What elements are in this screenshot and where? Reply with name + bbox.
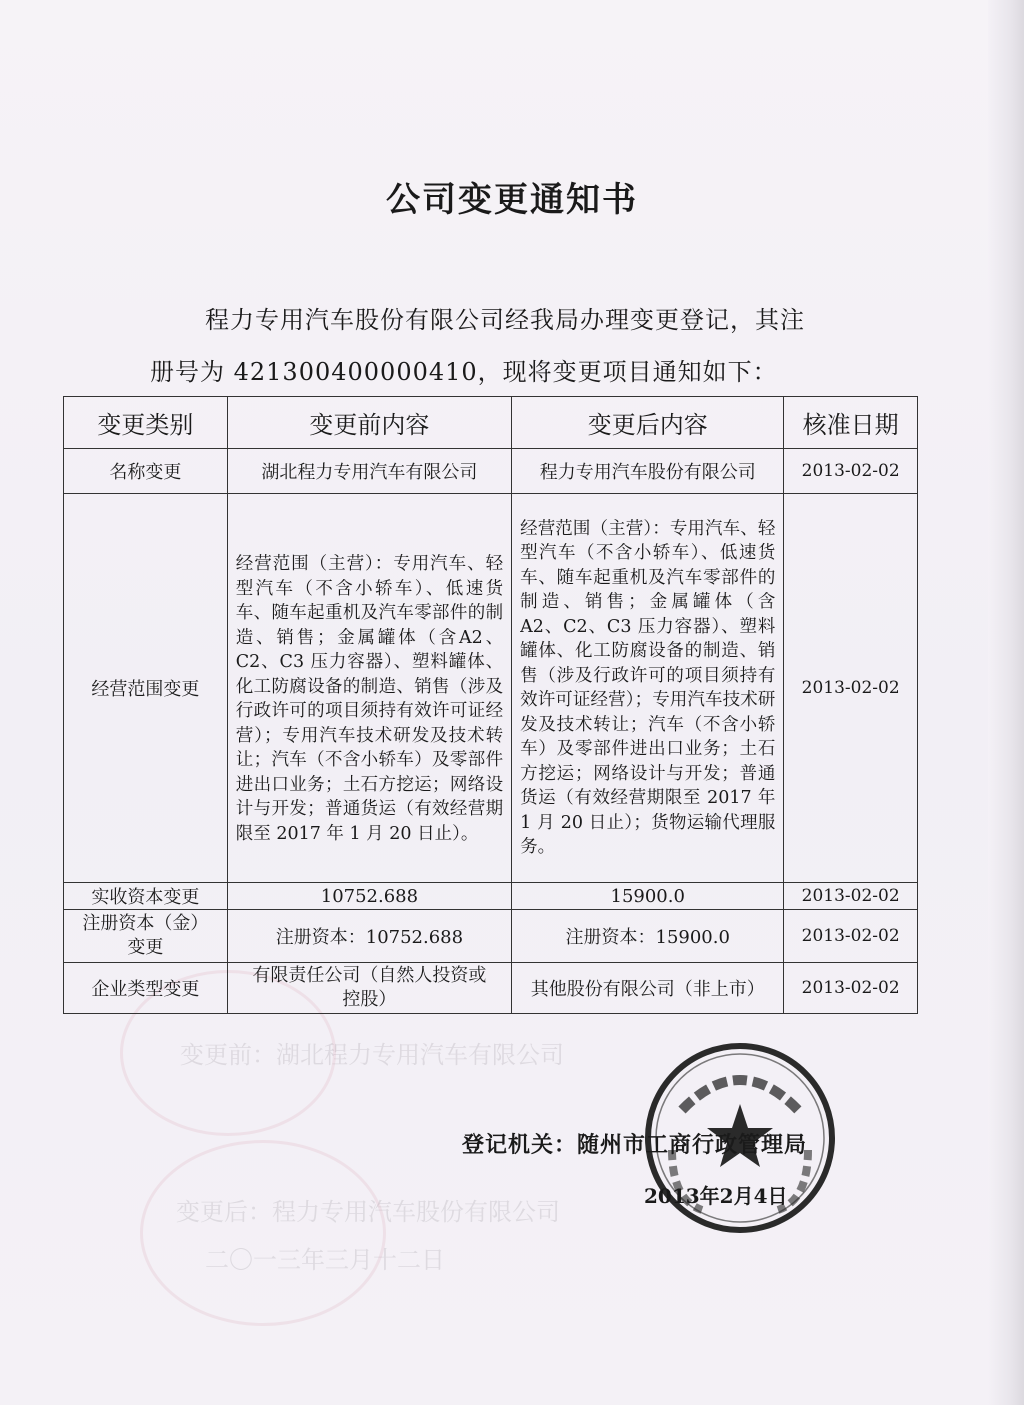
row-category xyxy=(64,910,228,963)
header-before: 变更前内容 xyxy=(227,397,511,449)
row-category-line: 注册资本（金） xyxy=(82,913,209,934)
row-category: 经营范围变更 xyxy=(64,494,228,883)
row-before: 10752.688 xyxy=(227,883,511,910)
intro-line-2: 册号为 421300400000410，现将变更项目通知如下： xyxy=(150,358,778,386)
intro-line-1: 程力专用汽车股份有限公司经我局办理变更登记，其注 xyxy=(205,306,805,334)
change-table xyxy=(63,396,918,1014)
faint-stamp-mark xyxy=(140,1140,386,1326)
row-category: 名称变更 xyxy=(64,449,228,494)
header-category: 变更类别 xyxy=(64,397,228,449)
row-after: 其他股份有限公司（非上市） xyxy=(512,963,784,1014)
row-category-line: 变更 xyxy=(127,937,164,958)
row-date: 2013-02-02 xyxy=(784,449,918,494)
row-date: 2013-02-02 xyxy=(784,963,918,1014)
header-date: 核准日期 xyxy=(784,397,918,449)
table-row xyxy=(64,963,918,1014)
row-before xyxy=(227,963,511,1014)
row-category: 实收资本变更 xyxy=(64,883,228,910)
row-before: 经营范围（主营）：专用汽车、轻型汽车（不含小轿车）、低速货车、随车起重机及汽车零部件的制造、销售；金属罐体（含A2、C2、C3 压力容器）、塑料罐体、化工防腐设备的制造、销售（涉及行政许可的项目须持有效许可证经营）；专用汽车技术研发及技术转让；汽车（不含小轿车）及零部件进出口业务；土石方挖运；网络设计与开发；普通货运（有效经营期限至 2017 年 1 月 20 日止）。 xyxy=(227,494,511,883)
table-row xyxy=(64,449,918,494)
document-title: 公司变更通知书 xyxy=(386,180,638,220)
row-before: 湖北程力专用汽车有限公司 xyxy=(227,449,511,494)
row-date: 2013-02-02 xyxy=(784,910,918,963)
table-row xyxy=(64,883,918,910)
row-after: 程力专用汽车股份有限公司 xyxy=(512,449,784,494)
bleed-through-text: 变更后：程力专用汽车股份有限公司 xyxy=(176,1198,560,1226)
bleed-through-text: 变更前：湖北程力专用汽车有限公司 xyxy=(180,1041,564,1069)
registration-authority: 登记机关：随州市工商行政管理局 xyxy=(462,1132,808,1158)
row-before-line: 控股） xyxy=(342,989,397,1010)
signature-date: 2013年2月4日 xyxy=(644,1184,788,1208)
row-after: 15900.0 xyxy=(512,883,784,910)
row-before-line: 有限责任公司（自然人投资或 xyxy=(252,965,487,986)
row-date: 2013-02-02 xyxy=(784,883,918,910)
table-header-row xyxy=(64,397,918,449)
row-after: 注册资本：15900.0 xyxy=(512,910,784,963)
table-row xyxy=(64,910,918,963)
row-date: 2013-02-02 xyxy=(784,494,918,883)
table-row xyxy=(64,494,918,883)
row-after: 经营范围（主营）：专用汽车、轻型汽车（不含小轿车）、低速货车、随车起重机及汽车零部件的制造、销售；金属罐体（含 A2、C2、C3 压力容器）、塑料罐体、化工防腐设备的制造、销售（涉及行政许可的项目须持有效许可证经营）；专用汽车技术研发及技术转让；汽车（不含小轿车）及零部件进出口业务；土石方挖运；网络设计与开发；普通货运（有效经营期限至 2017 年 1 月 20 日止）；货物运输代理服务。 xyxy=(512,494,784,883)
header-after: 变更后内容 xyxy=(512,397,784,449)
bleed-through-text: 二〇一三年三月十二日 xyxy=(205,1246,445,1274)
row-before: 注册资本：10752.688 xyxy=(227,910,511,963)
row-category: 企业类型变更 xyxy=(64,963,228,1014)
